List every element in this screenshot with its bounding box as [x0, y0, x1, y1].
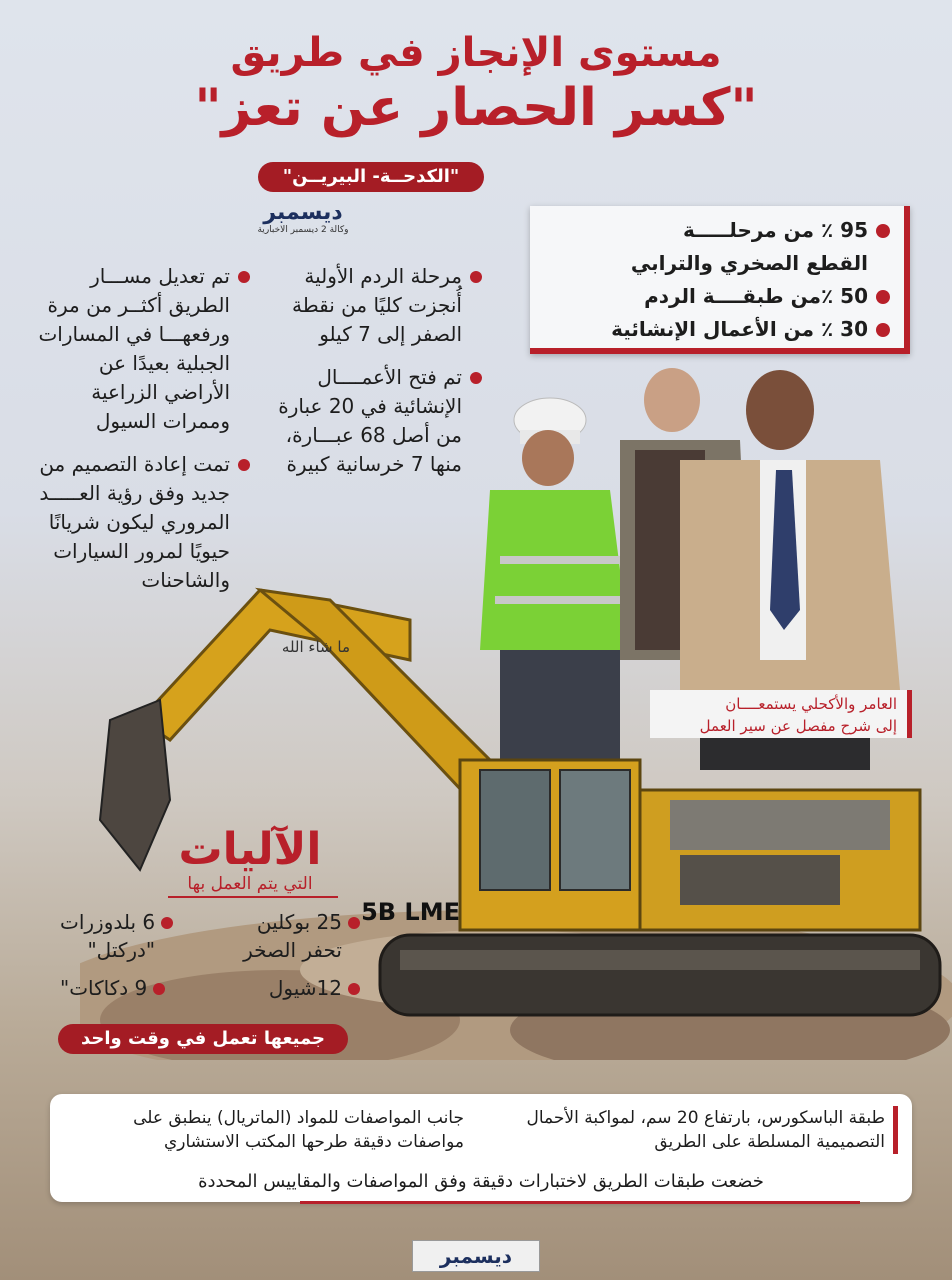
- machines-subtitle: التي يتم العمل بها: [187, 874, 313, 894]
- machine-label: تحفر الصخر: [243, 938, 342, 962]
- subtitle-pill: "الكدحــة- البيريــن": [258, 162, 484, 192]
- list-item-text: تم تعديل مســـار الطريق أكثــر من مرة ورفعهـــا في المسارات الجبلية بعيدًا عن الأراضي الزراعية وممرات السيول: [38, 264, 230, 433]
- machine-label: 6 بلدوزرات: [60, 910, 156, 934]
- bullet-dot-icon: [161, 917, 173, 929]
- bullet-dot-icon: [876, 224, 890, 238]
- bullet-dot-icon: [470, 271, 482, 283]
- bullet-dot-icon: [876, 323, 890, 337]
- photo-caption: [650, 690, 912, 738]
- machine-label: 9 دكاكات": [60, 976, 148, 1000]
- stat-item: [540, 313, 890, 346]
- machine-label: 25 بوكلين: [256, 910, 342, 934]
- stat-line: 30 ٪ من الأعمال الإنشائية: [611, 317, 868, 341]
- bullet-dot-icon: [238, 271, 250, 283]
- bottom-info-box: [50, 1094, 912, 1202]
- stat-line: 95 ٪ من مرحلـــــة: [682, 218, 868, 242]
- excavator-arm-text: ما شاء الله: [281, 638, 350, 656]
- stat-line: 50 ٪من طبقــــة الردم: [644, 284, 868, 308]
- title-line-1: مستوى الإنجاز في طريق: [230, 30, 722, 76]
- caption-line: العامر والأكحلي يستمعــــان: [725, 695, 897, 713]
- machines-list: [60, 908, 360, 1012]
- subtitle-underline: [168, 896, 338, 898]
- machines-title: الآليات: [178, 824, 322, 875]
- logo-name: ديسمبر: [263, 200, 343, 225]
- title-line-2: "كسر الحصار عن تعز": [194, 78, 758, 138]
- machine-label: 12شيول: [268, 976, 342, 1000]
- logo: [238, 200, 368, 242]
- stat-item: [540, 214, 890, 280]
- bullet-dot-icon: [348, 917, 360, 929]
- stat-line: القطع الصخري والترابي: [630, 251, 868, 275]
- machine-item: [243, 908, 360, 964]
- stat-item: [540, 280, 890, 313]
- info-text-right: طبقة الباسكورس، بارتفاع 20 سم، لمواكبة الأحمال التصميمية المسلطة على الطريق: [498, 1106, 898, 1154]
- footer-logo-name: ديسمبر: [439, 1244, 513, 1268]
- footer-logo: [412, 1240, 540, 1272]
- bullet-dot-icon: [876, 290, 890, 304]
- bullet-dot-icon: [153, 983, 165, 995]
- machines-row: [60, 974, 360, 1002]
- info-text-left: جانب المواصفات للمواد (الماتريال) ينطبق على مواصفات دقيقة طرحها المكتب الاستشاري: [133, 1108, 464, 1152]
- engineer-person: [480, 398, 630, 810]
- list-item-text: تمت إعادة التصميم من جديد وفق رؤية العـــــد المروري ليكون شريانًا حيويًا لمرور السيارات والشاحنات: [39, 452, 230, 592]
- bullet-dot-icon: [348, 983, 360, 995]
- list-item-text: مرحلة الردم الأولية أُنجزت كليًا من نقطة الصفر إلى 7 كيلو: [292, 264, 462, 346]
- machine-label: "دركتل": [87, 938, 156, 962]
- machines-row: [60, 908, 360, 964]
- machine-item: [269, 974, 360, 1002]
- list-item-text: تم فتح الأعمــــال الإنشائية في 20 عبارة من أصل 68 عبـــارة، منها 7 خرسانية كبيرة: [278, 365, 462, 476]
- logo-tagline: وكالة 2 ديسمبر الاخبارية: [257, 225, 349, 235]
- machine-item: [60, 908, 173, 964]
- stats-box: [530, 206, 910, 354]
- info-footer-text: خضعت طبقات الطريق لاختبارات دقيقة وفق المواصفات والمقاييس المحددة: [198, 1171, 764, 1192]
- excavator-model-label: 5B LME: [361, 898, 460, 926]
- list-item: [250, 262, 482, 349]
- machine-item: [60, 974, 165, 1002]
- all-together-pill: جميعها تعمل في وقت واحد: [58, 1024, 348, 1054]
- caption-line: إلى شرح مفصل عن سير العمل: [699, 717, 897, 735]
- divider: [300, 1201, 860, 1204]
